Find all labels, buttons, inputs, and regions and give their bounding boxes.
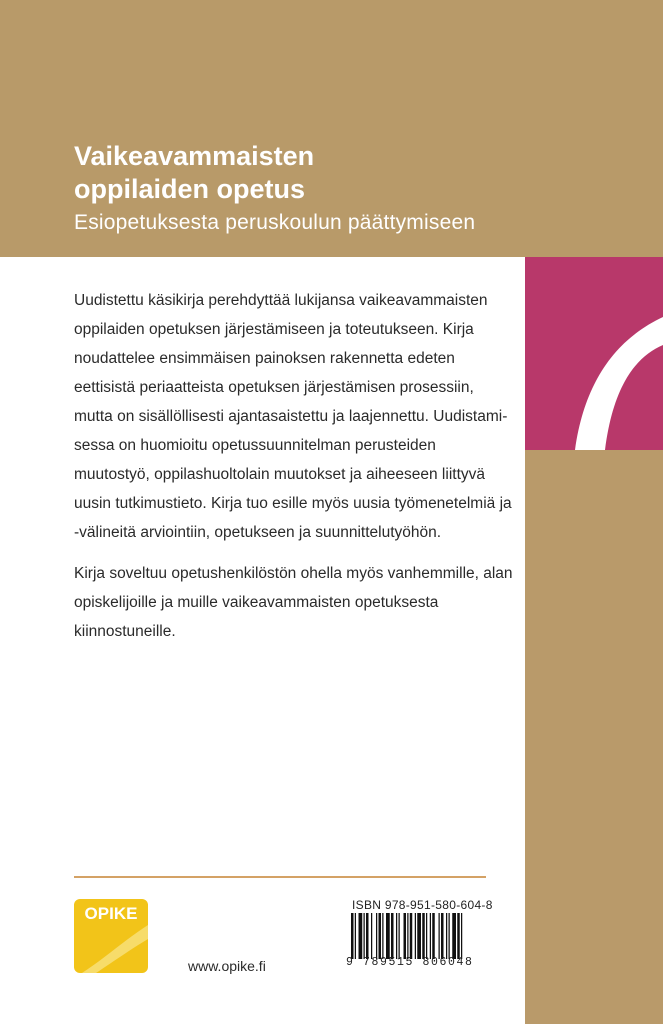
description-paragraph-2: Kirja soveltuu opetushenkilöstön ohella myös vanhemmille, alan opiskelijoille ja muille vaikeavammaisten opetuksesta kiinnostuneille. [74, 565, 513, 640]
barcode-bar [426, 913, 427, 959]
barcode-bar [449, 913, 450, 959]
title-line-2: oppilaiden opetus [74, 174, 306, 204]
barcode-bar [457, 913, 460, 959]
barcode-bar [391, 913, 394, 959]
barcode-bar [382, 913, 383, 959]
barcode-bar [386, 913, 390, 959]
barcode-bar [452, 913, 456, 959]
barcode-bar [410, 913, 413, 959]
barcode-bar [446, 913, 447, 959]
barcode-bar [404, 913, 407, 959]
barcode-icon [351, 913, 497, 959]
logo-text: OPIKE [84, 904, 138, 923]
magenta-accent-block [525, 257, 663, 450]
website-link[interactable]: www.opike.fi [188, 958, 266, 974]
barcode-bar [364, 913, 365, 959]
title-line-1: Vaikeavammaisten [74, 141, 315, 171]
isbn-label: ISBN 978-951-580-604-8 [352, 898, 493, 912]
barcode-block [345, 898, 501, 974]
barcode-bar [359, 913, 363, 959]
barcode-bar [351, 913, 354, 959]
book-subtitle: Esiopetuksesta peruskoulun päättymiseen [74, 211, 476, 234]
white-curve-icon [525, 257, 663, 450]
divider-line [74, 876, 486, 878]
barcode-bar [441, 913, 444, 959]
barcode-digits: 9 789515 806048 [346, 956, 474, 969]
barcode-bar [439, 913, 440, 959]
barcode-bar [379, 913, 382, 959]
barcode-bar [417, 913, 421, 959]
barcode-bar [399, 913, 400, 959]
book-title [74, 140, 554, 206]
barcode-bar [430, 913, 431, 959]
barcode-bar [366, 913, 369, 959]
barcode-bar [461, 913, 462, 959]
barcode-bar [415, 913, 416, 959]
barcode-bar [371, 913, 372, 959]
opike-logo-icon [74, 899, 148, 973]
barcode-bar [355, 913, 356, 959]
barcode-bar [432, 913, 435, 959]
title-band [0, 0, 663, 257]
description-paragraph-1: Uudistettu käsikirja perehdyttää lukijansa vaikeavammaisten oppilaiden opetuksen järjestämiseen ja toteutukseen. Kirja noudattelee ensimmäisen painoksen rakennetta edeten eettisistä periaatteista opetuksen järjestämisen prosessiin, mutta on sisällöllisesti ajantasaistettu ja laajennettu. Uudistamisessa on huomioitu opetussuunnitelman perusteiden muutostyö, oppilashuoltolain muutokset ja aiheeseen liittyvä uusin tutkimustieto. Kirja tuo esille myös uusia työmenetelmiä ja -välineitä arviointiin, opetukseen ja suunnittelutyöhön. [74, 292, 512, 541]
barcode-bar [422, 913, 425, 959]
barcode-bar [407, 913, 408, 959]
description [74, 286, 514, 658]
barcode-bar [376, 913, 377, 959]
barcode-bar [396, 913, 397, 959]
